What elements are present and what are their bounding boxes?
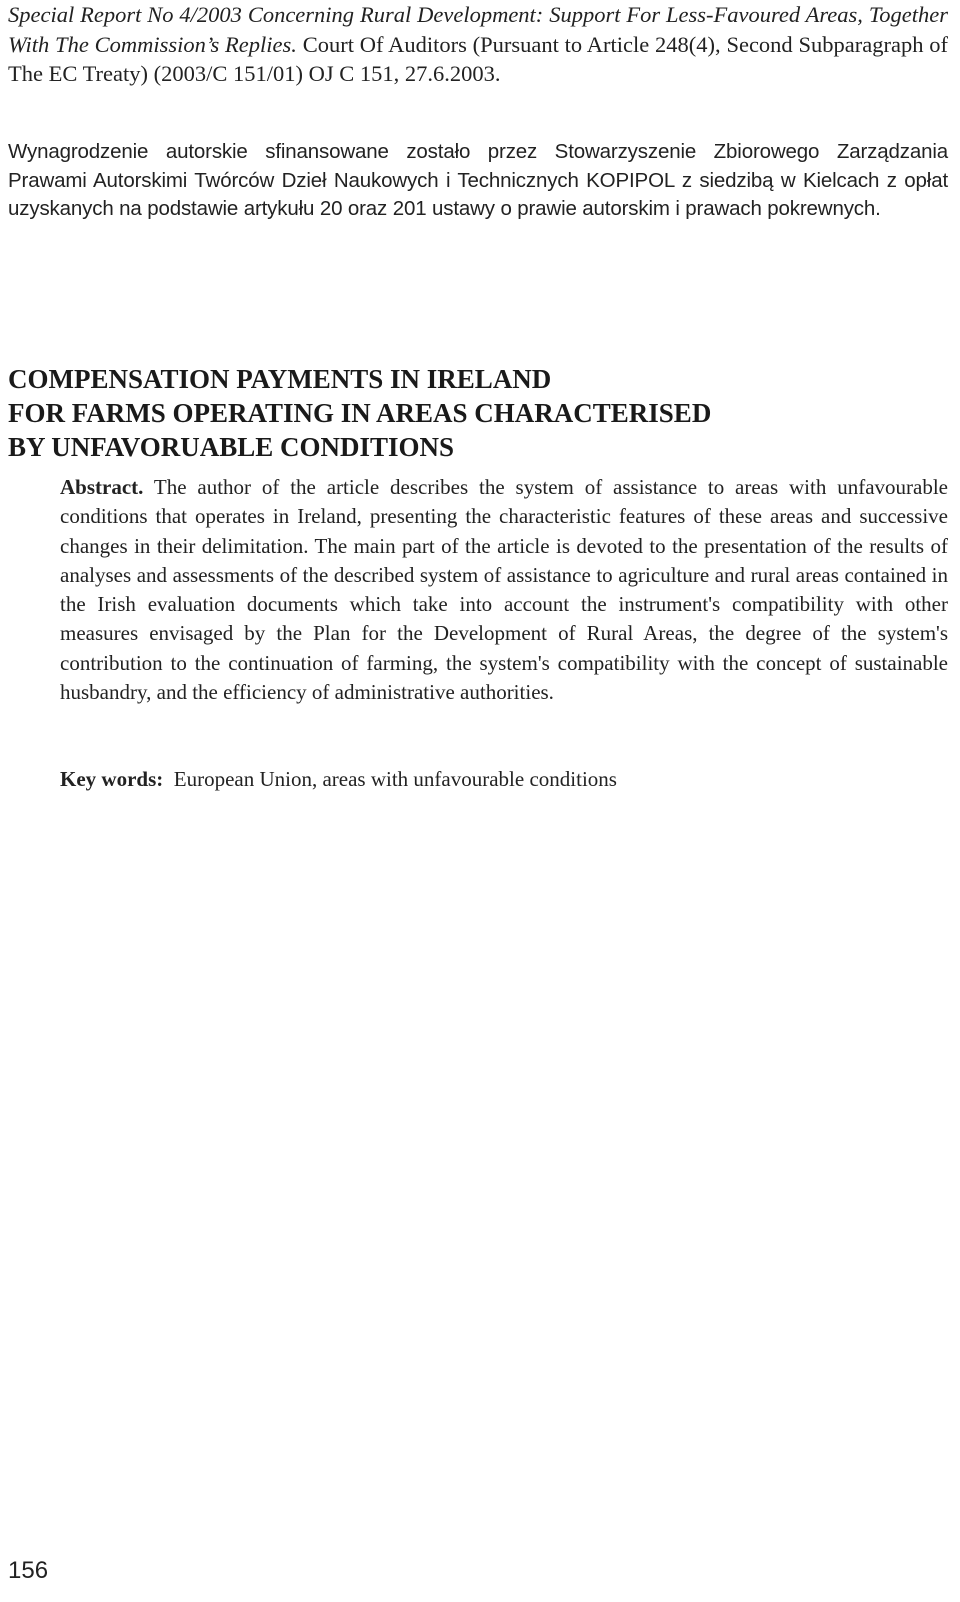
- abstract-label: Abstract.: [60, 475, 144, 499]
- article-title: [8, 362, 948, 464]
- page-number: 156: [8, 1557, 49, 1584]
- abstract-text: The author of the article describes the system of assistance to areas with unfavourable conditions that operates in Ireland, presenting the characteristic features of these areas and successive changes in their delimitation. The main part of the article is devoted to the presentation of the results of analyses and assessments of the described system of assistance to agriculture and rural areas contained in the Irish evaluation documents which take into account the instrument's compatibility with other measures envisaged by the Plan for the Development of Rural Areas, the degree of the system's contribution to the continuation of farming, the system's compatibility with the concept of sustainable husbandry, and the efficiency of administrative authorities.: [60, 475, 948, 705]
- title-line-3: BY UNFAVORUABLE CONDITIONS: [8, 432, 455, 462]
- title-line-2: FOR FARMS OPERATING IN AREAS CHARACTERISED: [8, 398, 712, 428]
- reference-details: Court Of Auditors (Pursuant to Article 248(4), Second Subparagraph of The EC Treaty) (2003/C 151/01) OJ C 151, 27.6.2003.: [8, 31, 948, 86]
- reference-italic-title: Special Report No 4/2003 Concerning Rural Development: Support For Less-Favoured Areas, Together With The Commission’s Replies.: [8, 2, 948, 57]
- keywords-text: European Union, areas with unfavourable conditions: [163, 767, 617, 791]
- title-line-1: COMPENSATION PAYMENTS IN IRELAND: [8, 364, 552, 394]
- funding-note: Wynagrodzenie autorskie sfinansowane zostało przez Stowarzyszenie Zbiorowego Zarządzania Prawami Autorskimi Twórców Dzieł Naukowych i Technicznych KOPIPOL z siedzibą w Kielcach z opłat uzyskanych na podstawie artykułu 20 oraz 201 ustawy o prawie autorskim i prawach pokrewnych.: [8, 140, 948, 220]
- keywords-label: Key words:: [60, 767, 164, 791]
- reference-citation: [8, 0, 948, 89]
- keywords-line: [60, 765, 948, 794]
- abstract-paragraph: [60, 473, 948, 707]
